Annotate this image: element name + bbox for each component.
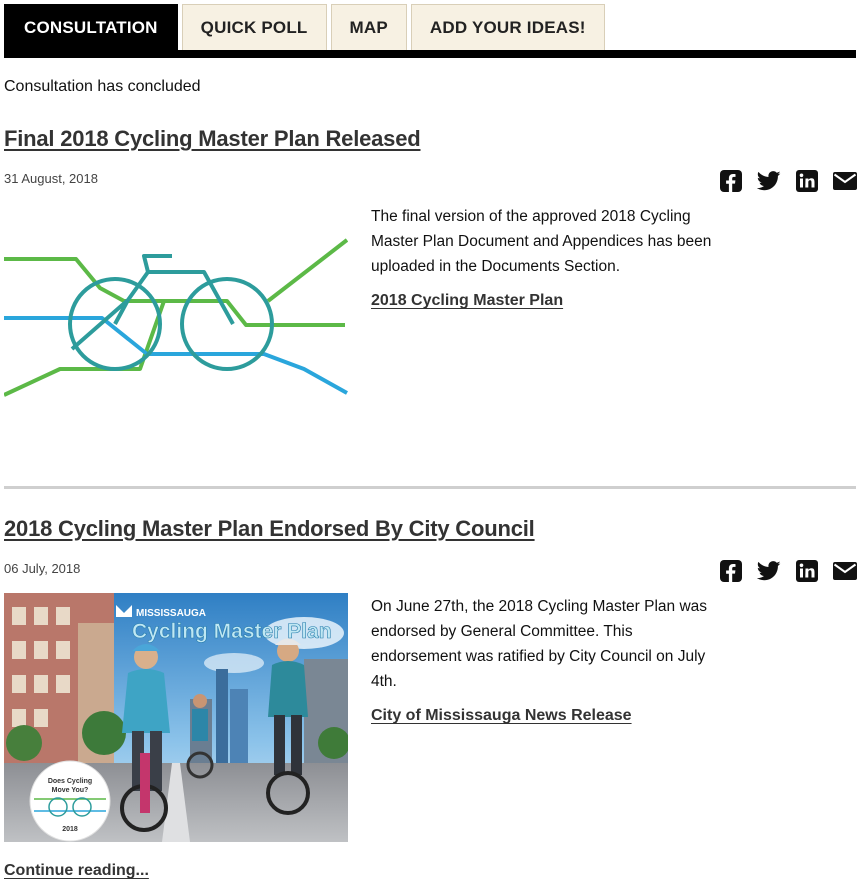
tab-add-your-ideas[interactable]: ADD YOUR IDEAS! [411, 4, 605, 50]
tab-consultation[interactable]: CONSULTATION [4, 4, 178, 50]
article-body: The final version of the approved 2018 Cycling Master Plan Document and Appendices has been uploaded in the Documents Section. [371, 208, 712, 275]
article-title-endorsed[interactable]: 2018 Cycling Master Plan Endorsed By City Council [4, 516, 535, 541]
badge-line2: Move You? [51, 787, 89, 794]
image-heading-text: Cycling Master Plan [132, 620, 332, 643]
twitter-icon[interactable] [757, 560, 781, 582]
consultation-status: Consultation has concluded [4, 78, 201, 95]
email-icon[interactable] [833, 560, 857, 582]
article-date: 31 August, 2018 [4, 171, 98, 186]
cycling-master-plan-photo [4, 593, 348, 842]
twitter-icon[interactable] [757, 170, 781, 192]
link-cycling-master-plan[interactable]: 2018 Cycling Master Plan [371, 292, 564, 309]
article-date: 06 July, 2018 [4, 561, 81, 576]
image-brand-text: MISSISSAUGA [136, 608, 207, 619]
link-news-release[interactable]: City of Mississauga News Release [371, 707, 632, 724]
badge-line1: Does Cycling [47, 778, 93, 785]
badge-year: 2018 [62, 826, 78, 833]
tab-bar [4, 4, 605, 50]
tab-quick-poll[interactable]: QUICK POLL [182, 4, 327, 50]
facebook-icon[interactable] [720, 560, 742, 582]
article-body: On June 27th, the 2018 Cycling Master Plan was endorsed by General Committee. This endorsement was ratified by City Council on July 4th. [371, 598, 708, 690]
continue-reading-link[interactable]: Continue reading... [4, 862, 149, 879]
share-bar [720, 560, 857, 582]
tab-bar-underline [4, 50, 856, 58]
facebook-icon[interactable] [720, 170, 742, 192]
article-title-final-plan[interactable]: Final 2018 Cycling Master Plan Released [4, 126, 421, 151]
bicycle-line-illustration [4, 238, 348, 408]
share-bar [720, 170, 857, 192]
tab-map[interactable]: MAP [331, 4, 407, 50]
linkedin-icon[interactable] [796, 170, 818, 192]
linkedin-icon[interactable] [796, 560, 818, 582]
article-divider [4, 486, 856, 489]
email-icon[interactable] [833, 170, 857, 192]
